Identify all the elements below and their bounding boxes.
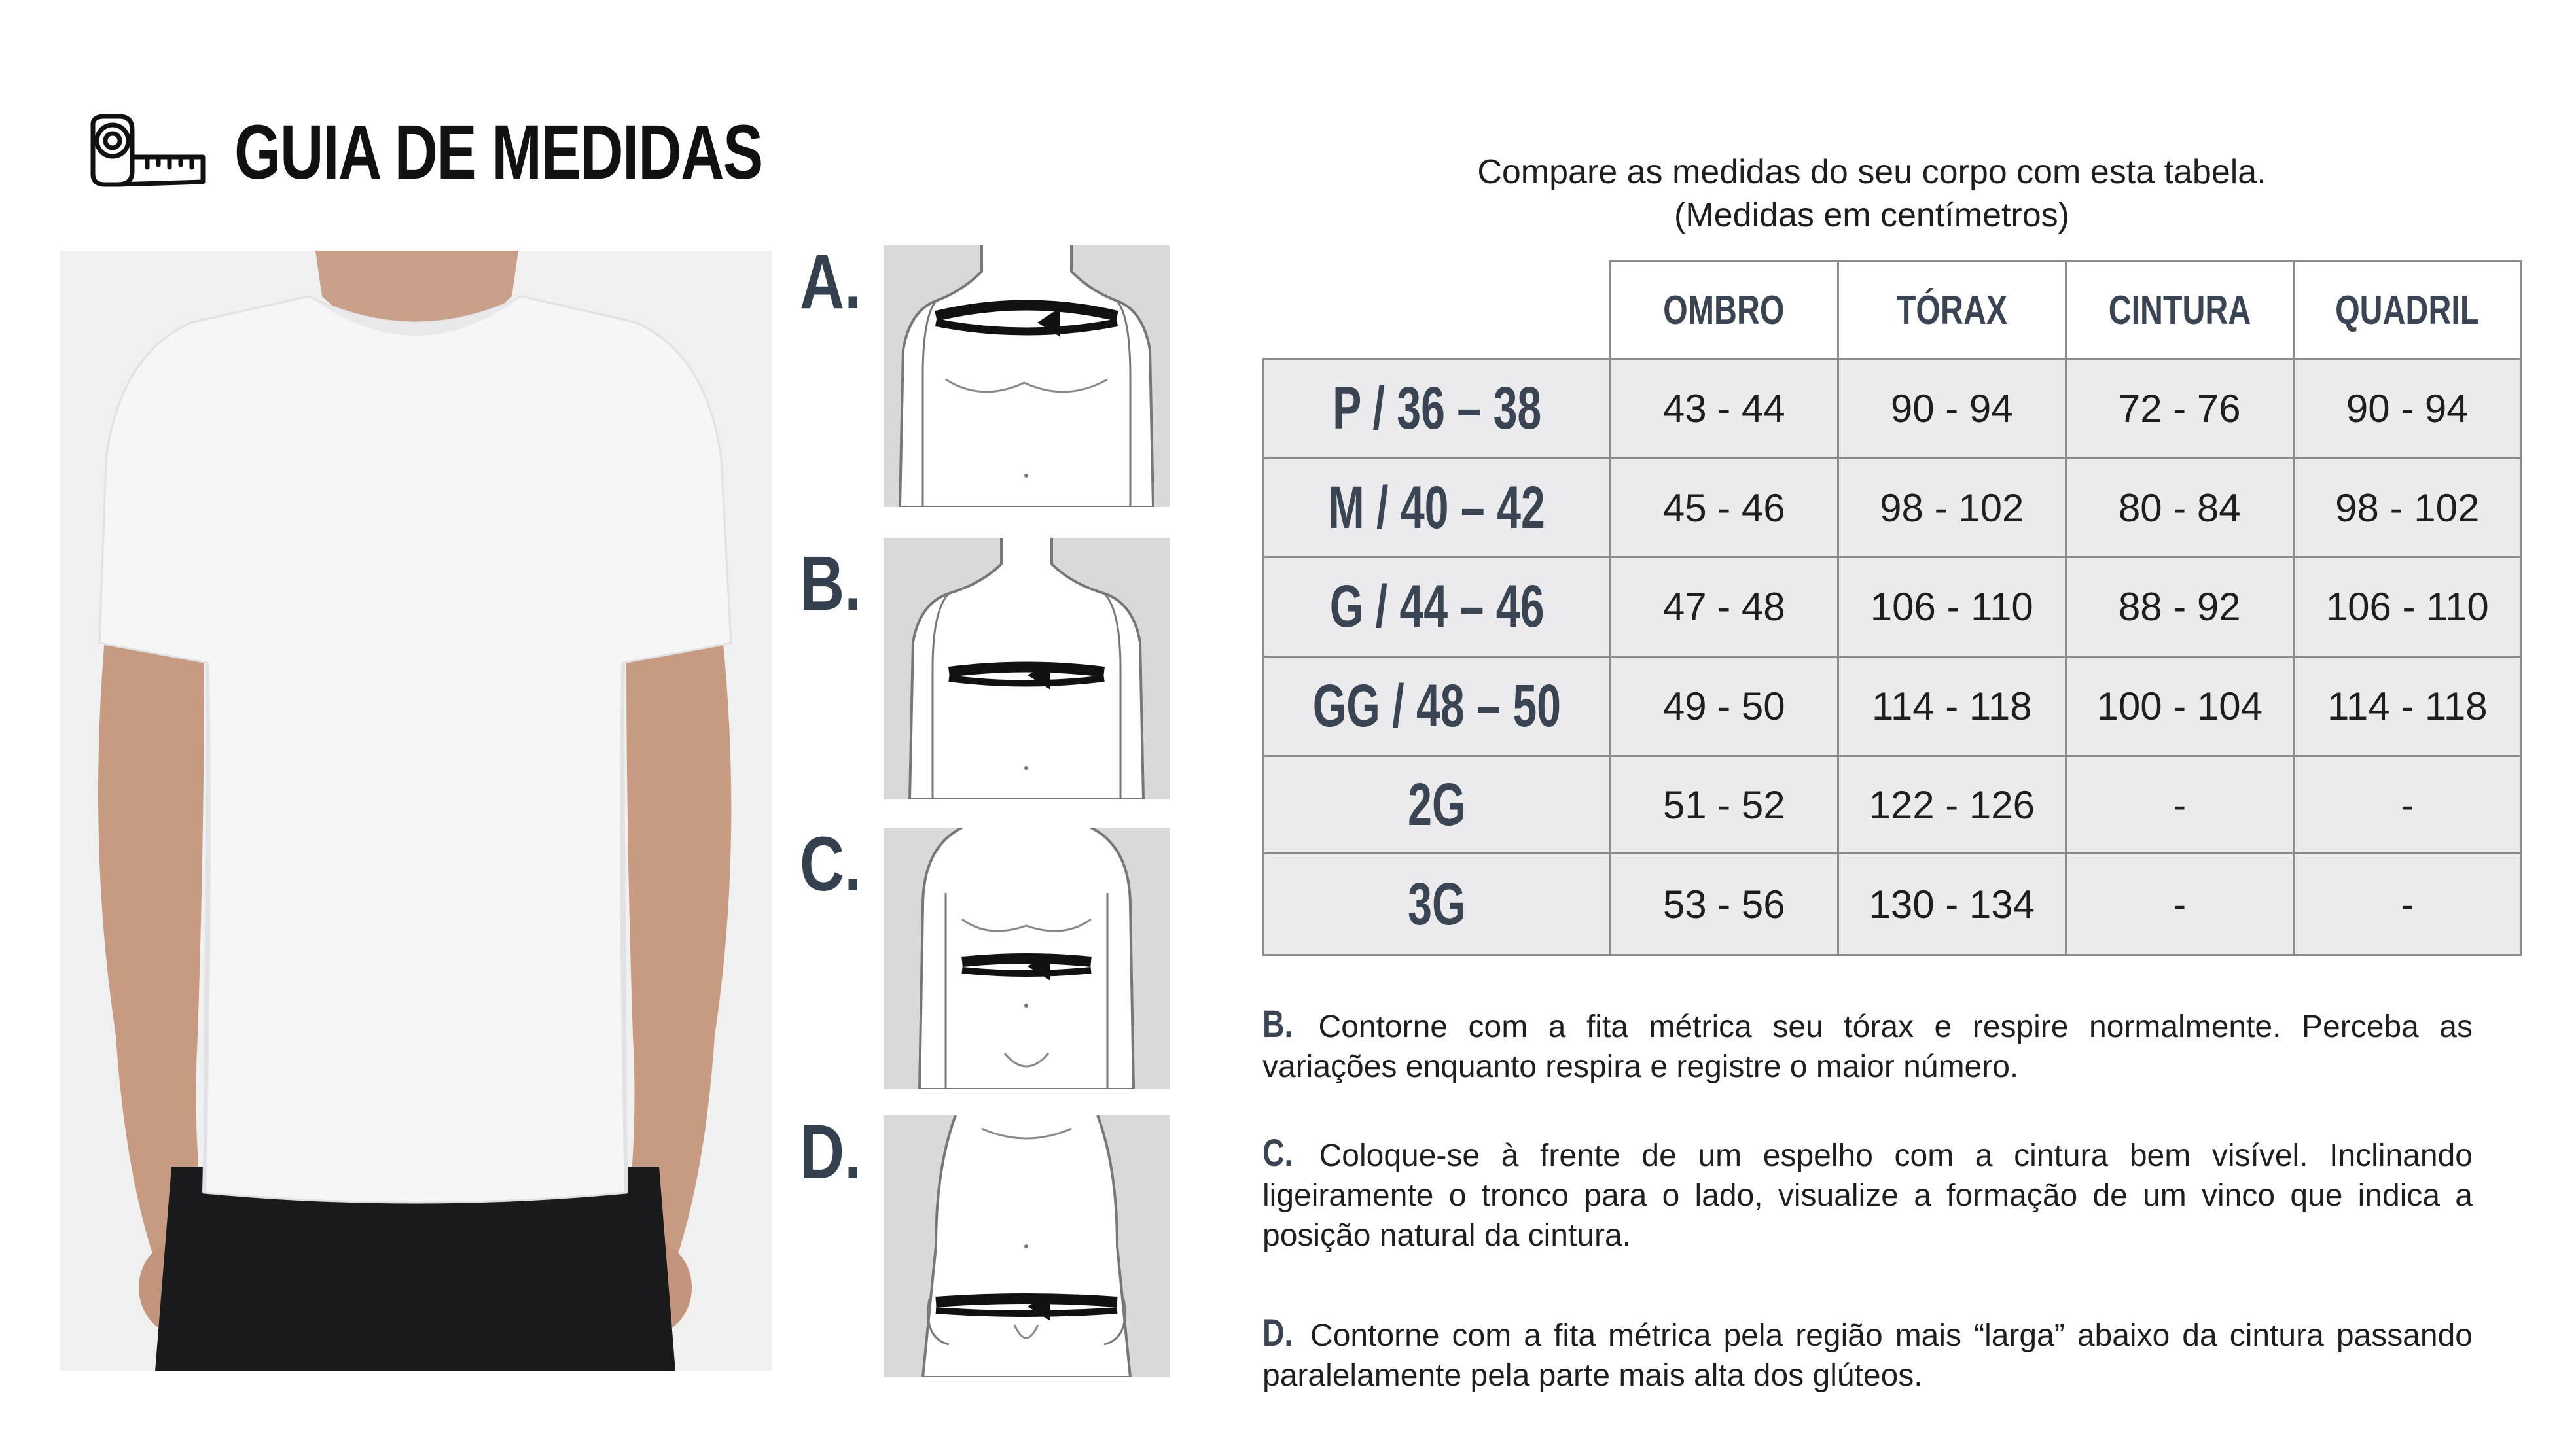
column-header-label: QUADRIL [2335, 287, 2480, 333]
size-label: GG / 48 – 50 [1312, 673, 1562, 739]
note-c [1262, 1133, 2473, 1256]
diagram-letter-b: B. [800, 540, 862, 627]
table-row [1264, 854, 2522, 955]
diagram-shoulders [884, 245, 1170, 507]
table-cell: 98 - 102 [1838, 459, 2066, 557]
note-letter: C. [1262, 1132, 1293, 1174]
table-cell: 43 - 44 [1610, 359, 1838, 459]
header [85, 108, 911, 196]
table-row [1264, 359, 2522, 459]
model-tshirt-illustration [60, 251, 772, 1371]
diagram-waist [884, 828, 1170, 1089]
size-label: 2G [1408, 771, 1466, 838]
table-cell: 114 - 118 [1838, 657, 2066, 756]
table-cell: 47 - 48 [1610, 557, 1838, 657]
table-row [1264, 459, 2522, 557]
note-letter: D. [1262, 1312, 1293, 1354]
column-header-torax [1838, 262, 2066, 359]
table-row [1264, 756, 2522, 854]
size-table [1262, 260, 2522, 956]
table-cell: 51 - 52 [1610, 756, 1838, 854]
size-label-cell [1264, 359, 1611, 459]
table-cell: - [2293, 854, 2521, 955]
diagram-letter-a: A. [800, 239, 862, 325]
table-cell: 98 - 102 [2293, 459, 2521, 557]
column-header-ombro [1610, 262, 1838, 359]
note-text: Coloque-se à frente de um espelho com a cintura bem visível. Inclinando ligeiramente o tronco para o lado, visualize a formação de um vinco que indica a posição natural da cintura. [1262, 1138, 2473, 1253]
column-header-label: TÓRAX [1896, 287, 2007, 333]
table-cell: 106 - 110 [2293, 557, 2521, 657]
table-cell: - [2293, 756, 2521, 854]
measuring-tape-icon [85, 111, 209, 193]
table-corner [1264, 262, 1611, 359]
note-text: Contorne com a fita métrica pela região mais “larga” abaixo da cintura passando paralelamente pela parte mais alta dos glúteos. [1262, 1318, 2473, 1393]
column-header-quadril [2293, 262, 2521, 359]
table-cell: 100 - 104 [2066, 657, 2293, 756]
note-text: Contorne com a fita métrica seu tórax e respire normalmente. Perceba as variações enquanto respira e registre o maior número. [1262, 1010, 2473, 1084]
diagram-chest [884, 538, 1170, 799]
size-label-cell [1264, 459, 1611, 557]
intro-text [1401, 150, 2343, 237]
table-cell: 88 - 92 [2066, 557, 2293, 657]
size-label-cell [1264, 657, 1611, 756]
table-cell: 90 - 94 [2293, 359, 2521, 459]
model-photo [60, 251, 772, 1371]
diagram-letter-c: C. [800, 821, 862, 907]
table-row [1264, 557, 2522, 657]
table-cell: 114 - 118 [2293, 657, 2521, 756]
table-cell: 45 - 46 [1610, 459, 1838, 557]
size-label: P / 36 – 38 [1332, 375, 1541, 442]
table-cell: 49 - 50 [1610, 657, 1838, 756]
table-cell: 90 - 94 [1838, 359, 2066, 459]
table-header-row [1264, 262, 2522, 359]
note-b [1262, 1004, 2473, 1087]
table-cell: 72 - 76 [2066, 359, 2293, 459]
size-label-cell [1264, 756, 1611, 854]
table-cell: 53 - 56 [1610, 854, 1838, 955]
table-row [1264, 657, 2522, 756]
page-title: GUIA DE MEDIDAS [234, 109, 762, 196]
table-cell: 122 - 126 [1838, 756, 2066, 854]
table-cell: 80 - 84 [2066, 459, 2293, 557]
column-header-label: OMBRO [1663, 287, 1785, 333]
size-label: M / 40 – 42 [1328, 474, 1546, 541]
table-cell: 130 - 134 [1838, 854, 2066, 955]
column-header-label: CINTURA [2108, 287, 2251, 333]
size-label-cell [1264, 557, 1611, 657]
diagram-hips [884, 1115, 1170, 1377]
intro-line-1: Compare as medidas do seu corpo com esta tabela. [1477, 153, 2266, 191]
diagram-letter-d: D. [800, 1109, 862, 1195]
intro-line-2: (Medidas em centímetros) [1674, 196, 2069, 234]
size-label: G / 44 – 46 [1329, 573, 1545, 640]
note-d [1262, 1313, 2473, 1396]
table-cell: - [2066, 854, 2293, 955]
size-label: 3G [1408, 870, 1466, 938]
note-letter: B. [1262, 1003, 1293, 1045]
table-cell: 106 - 110 [1838, 557, 2066, 657]
size-label-cell [1264, 854, 1611, 955]
table-cell: - [2066, 756, 2293, 854]
column-header-cintura [2066, 262, 2293, 359]
